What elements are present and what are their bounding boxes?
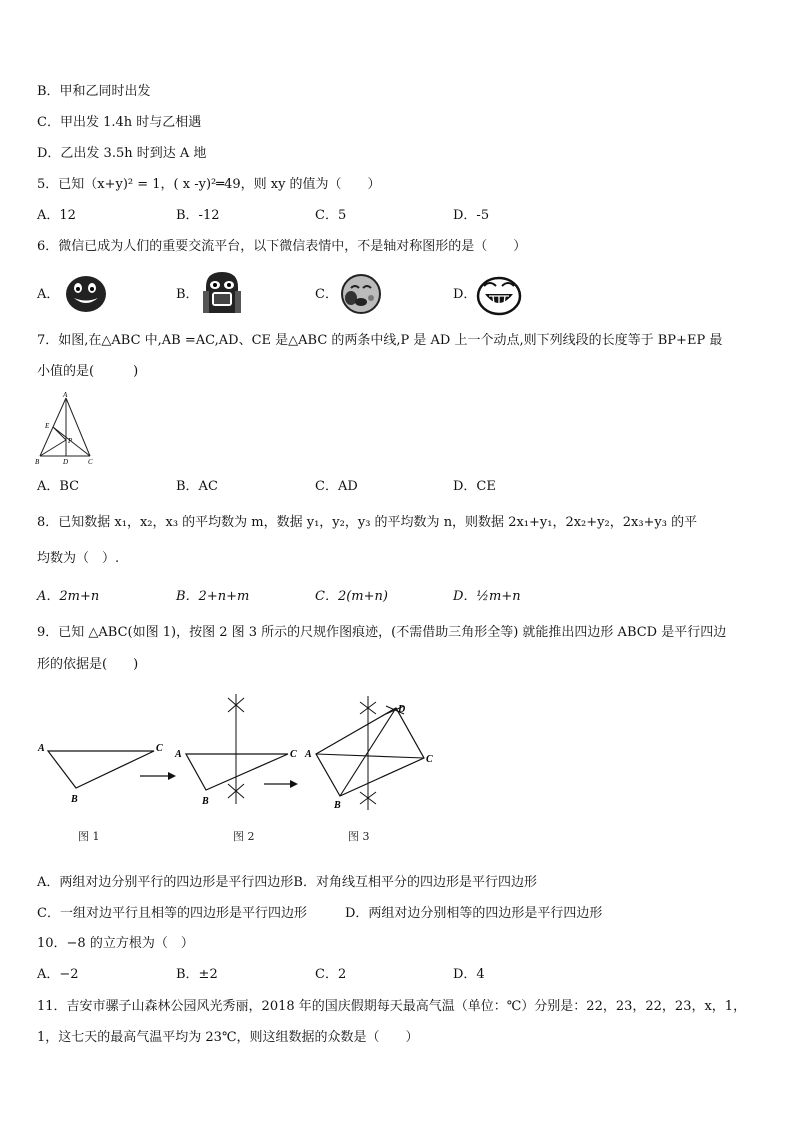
- q4-option-c: C．甲出发 1.4h 时与乙相遇: [37, 115, 202, 130]
- fig3-label-d: D: [398, 704, 406, 715]
- q8-option-b: B．2+n+m: [176, 589, 250, 604]
- q4-option-b: B．甲和乙同时出发: [37, 84, 151, 99]
- q8-option-d: D．½m+n: [453, 589, 521, 604]
- q5-option-b: B．-12: [176, 208, 220, 223]
- fig2-caption: 图 2: [233, 830, 255, 843]
- fig1-label-a: A: [38, 743, 45, 754]
- shy-emoji-icon: [339, 272, 383, 316]
- q7-option-b: B．AC: [176, 479, 218, 494]
- q11-stem-line1: 11．吉安市骡子山森林公园风光秀丽，2018 年的国庆假期每天最高气温（单位：℃）分别是：22，23，22，23，x，1，: [37, 999, 747, 1014]
- fig-label-b: B: [35, 458, 40, 466]
- q6-option-d: D．: [453, 287, 477, 302]
- q6-option-c: C．: [315, 287, 338, 302]
- smiley-emoji-icon: [64, 274, 108, 314]
- fig-label-c: C: [88, 458, 93, 466]
- fig-label-a: A: [63, 392, 68, 399]
- q5-stem: 5．已知（x+y)² = 1，( x -y)²═49，则 xy 的值为（ ）: [37, 177, 381, 192]
- grinning-emoji-icon: [476, 274, 522, 316]
- fig-label-p: P: [68, 437, 73, 445]
- q11-stem-line2: 1，这七天的最高气温平均为 23℃，则这组数据的众数是（ ）: [37, 1030, 419, 1045]
- q4-option-d: D．乙出发 3.5h 时到达 A 地: [37, 146, 207, 161]
- q10-option-a: A．−2: [37, 967, 79, 982]
- q10-option-c: C．2: [315, 967, 347, 982]
- fig3-label-c: C: [426, 754, 433, 765]
- q9-stem-line1: 9．已知 △ABC(如图 1)，按图 2 图 3 所示的尺规作图痕迹，(不需借助三角形全等) 就能推出四边形 ABCD 是平行四边: [37, 625, 727, 640]
- fig2-label-a: A: [175, 749, 182, 760]
- q7-option-a: A．BC: [37, 479, 80, 494]
- crying-emoji-icon: [201, 269, 243, 317]
- q10-stem: 10．−8 的立方根为（ ）: [37, 936, 194, 951]
- q7-option-d: D．CE: [453, 479, 496, 494]
- q7-triangle-figure: [32, 392, 98, 466]
- q7-stem-line1: 7．如图,在△ABC 中,AB =AC,AD、CE 是△ABC 的两条中线,P 是 AD 上一个动点,则下列线段的长度等于 BP+EP 最: [37, 333, 723, 348]
- q5-option-a: A．12: [37, 208, 76, 223]
- q6-option-a: A．: [37, 287, 60, 302]
- q6-stem: 6．微信已成为人们的重要交流平台，以下微信表情中，不是轴对称图形的是（ ）: [37, 239, 527, 254]
- q10-option-b: B．±2: [176, 967, 218, 982]
- fig3-label-b: B: [334, 800, 341, 811]
- fig-label-d: D: [63, 458, 69, 466]
- q8-stem-line1: 8．已知数据 x₁，x₂，x₃ 的平均数为 m，数据 y₁，y₂，y₃ 的平均数为 n，则数据 2x₁+y₁，2x₂+y₂，2x₃+y₃ 的平: [37, 515, 698, 530]
- fig2-label-b: B: [202, 796, 209, 807]
- q7-stem-line2: 小值的是( ): [37, 364, 139, 379]
- q9-construction-figures: [34, 688, 444, 848]
- q7-option-c: C．AD: [315, 479, 358, 494]
- fig-label-e: E: [45, 422, 50, 430]
- q8-option-c: C．2(m+n): [315, 589, 388, 604]
- fig2-label-c: C: [290, 749, 297, 760]
- fig1-caption: 图 1: [78, 830, 100, 843]
- fig3-caption: 图 3: [348, 830, 370, 843]
- fig1-label-c: C: [156, 743, 163, 754]
- fig1-label-b: B: [71, 794, 78, 805]
- q5-option-d: D．-5: [453, 208, 490, 223]
- fig3-label-a: A: [305, 749, 312, 760]
- q10-option-d: D．4: [453, 967, 485, 982]
- q6-option-b: B．: [176, 287, 199, 302]
- q9-option-d: D．两组对边分别相等的四边形是平行四边形: [345, 906, 603, 921]
- q9-options-ab: A．两组对边分别平行的四边形是平行四边形B．对角线互相平分的四边形是平行四边形: [37, 875, 537, 890]
- q5-option-c: C．5: [315, 208, 347, 223]
- q8-option-a: A．2m+n: [37, 589, 100, 604]
- q8-stem-line2: 均数为（ ）.: [37, 551, 120, 566]
- q9-option-c: C．一组对边平行且相等的四边形是平行四边形: [37, 906, 307, 921]
- q9-stem-line2: 形的依据是( ): [37, 657, 139, 672]
